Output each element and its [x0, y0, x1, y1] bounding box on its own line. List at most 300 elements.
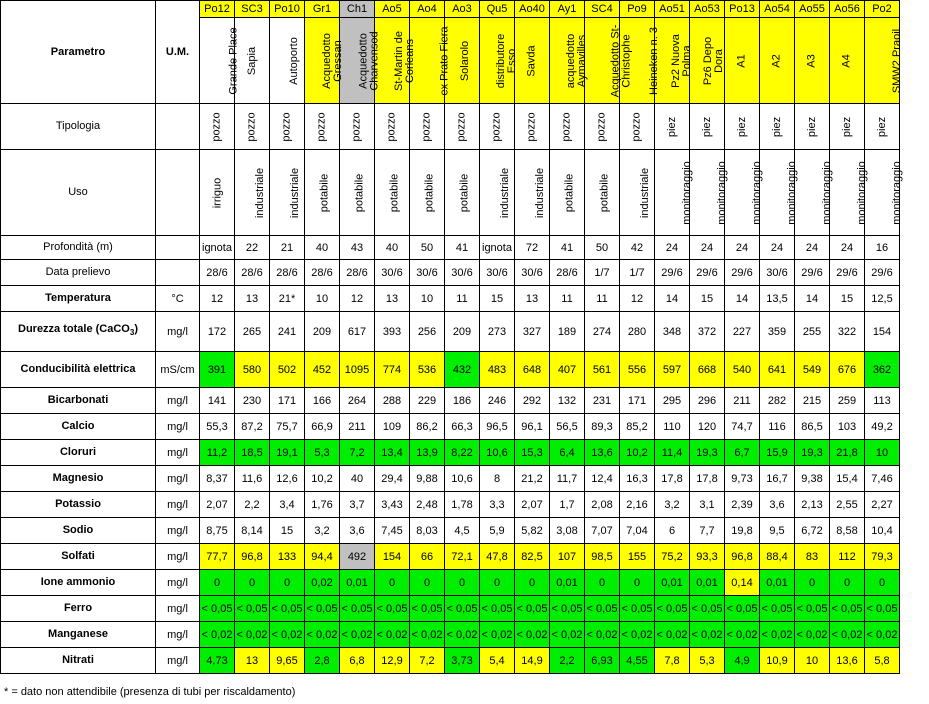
value: 292 — [522, 394, 542, 407]
value: monitoraggio — [890, 160, 903, 225]
value: 8,58 — [836, 524, 858, 537]
value-cell — [725, 104, 760, 150]
value: 246 — [487, 394, 507, 407]
value-cell — [795, 648, 830, 674]
value: 0 — [878, 576, 886, 589]
value: 556 — [627, 363, 647, 376]
parameter-label-cell — [1, 466, 156, 492]
value-cell — [235, 104, 270, 150]
value-cell — [725, 352, 760, 388]
value: 5,82 — [521, 524, 543, 537]
value: industriale — [289, 167, 302, 218]
value: 16,3 — [626, 472, 648, 485]
value: 7,04 — [626, 524, 648, 537]
value: 94,4 — [311, 550, 333, 563]
value-cell — [690, 596, 725, 622]
value: 5,9 — [489, 524, 505, 537]
unit: mg/l — [167, 472, 188, 485]
parameter-label: Data prelievo — [45, 266, 111, 278]
value: 0 — [633, 576, 641, 589]
parameter-label-cell — [1, 518, 156, 544]
value-cell — [725, 622, 760, 648]
value-cell — [830, 518, 865, 544]
value-cell — [795, 440, 830, 466]
value-cell — [270, 648, 305, 674]
value: 29/6 — [836, 266, 858, 279]
value-cell — [375, 414, 410, 440]
value: 29/6 — [661, 266, 683, 279]
value-cell — [550, 286, 585, 312]
value-cell — [830, 492, 865, 518]
value-cell — [305, 518, 340, 544]
value: 256 — [417, 325, 437, 338]
value: 15,9 — [766, 446, 788, 459]
station-code: Ao40 — [519, 3, 545, 15]
station-code-cell — [585, 1, 620, 18]
value-cell — [620, 440, 655, 466]
value-cell — [480, 414, 515, 440]
value-cell — [690, 260, 725, 286]
value: < 0,05 — [271, 602, 303, 615]
value-cell — [270, 622, 305, 648]
value-cell — [585, 518, 620, 544]
value-cell — [690, 236, 725, 260]
value-cell — [480, 622, 515, 648]
value-cell — [235, 622, 270, 648]
value: 10,9 — [766, 654, 788, 667]
value: 0 — [283, 576, 291, 589]
unit-cell — [156, 648, 200, 674]
value-cell — [690, 414, 725, 440]
value-cell — [655, 104, 690, 150]
value-cell — [410, 104, 445, 150]
value-cell — [375, 596, 410, 622]
value: < 0,05 — [516, 602, 548, 615]
value: 30/6 — [381, 266, 403, 279]
value: 432 — [452, 363, 472, 376]
value-cell — [865, 466, 900, 492]
value: 13,5 — [766, 292, 788, 305]
value: 15 — [840, 292, 854, 305]
value-cell — [270, 286, 305, 312]
value-cell — [760, 260, 795, 286]
value: 28/6 — [206, 266, 228, 279]
value-cell — [200, 236, 235, 260]
value-cell — [515, 440, 550, 466]
value-cell — [445, 352, 480, 388]
value-cell — [235, 236, 270, 260]
value-cell — [515, 492, 550, 518]
value-cell — [795, 150, 833, 236]
value-cell — [235, 312, 270, 352]
value: 12,5 — [871, 292, 893, 305]
station-name: Sapia — [245, 46, 258, 75]
value-cell — [515, 150, 550, 236]
unit-cell — [156, 150, 200, 236]
value-cell — [760, 352, 795, 388]
parameter-label: Calcio — [61, 420, 95, 432]
unit-cell — [156, 312, 200, 352]
value-cell — [375, 260, 410, 286]
value-cell — [445, 236, 480, 260]
value-cell — [585, 544, 620, 570]
value: potabile — [388, 173, 401, 212]
value-cell — [340, 648, 375, 674]
value: 172 — [207, 325, 227, 338]
value-cell — [690, 312, 725, 352]
value-cell — [655, 286, 690, 312]
value-cell — [375, 544, 410, 570]
value: < 0,02 — [831, 628, 863, 641]
station-code-cell — [620, 1, 655, 18]
value: 259 — [837, 394, 857, 407]
value-cell — [200, 544, 235, 570]
value: 295 — [662, 394, 682, 407]
value: 6,4 — [559, 446, 575, 459]
value-cell — [515, 466, 550, 492]
value-cell — [795, 544, 830, 570]
value: 327 — [522, 325, 542, 338]
station-code-cell — [480, 1, 515, 18]
value: 7,7 — [699, 524, 715, 537]
value: 580 — [242, 363, 262, 376]
value-cell — [200, 466, 235, 492]
value-cell — [585, 352, 620, 388]
value: 12 — [350, 292, 364, 305]
value-cell — [235, 648, 270, 674]
value-cell — [795, 104, 830, 150]
value-cell — [445, 492, 480, 518]
value-cell — [305, 388, 340, 414]
value: 676 — [837, 363, 857, 376]
value: 77,7 — [206, 550, 228, 563]
value-cell — [830, 236, 865, 260]
value: 171 — [627, 394, 647, 407]
value: 1,76 — [311, 498, 333, 511]
value: 41 — [455, 241, 469, 254]
value: 13,9 — [416, 446, 438, 459]
value: 11 — [596, 292, 608, 305]
value: 24 — [840, 241, 854, 254]
value-cell — [270, 312, 305, 352]
value-cell — [305, 260, 340, 286]
value-cell — [480, 150, 515, 236]
value: 14 — [665, 292, 679, 305]
value: < 0,05 — [411, 602, 443, 615]
value-cell — [830, 260, 865, 286]
parameter-label-cell — [1, 388, 156, 414]
value-cell — [585, 260, 620, 286]
unit-cell — [156, 236, 200, 260]
value-cell — [760, 518, 795, 544]
value-cell — [410, 544, 445, 570]
value-cell — [585, 150, 620, 236]
value: 9,65 — [276, 654, 298, 667]
station-name: Acquedotto Charvensod — [357, 30, 381, 91]
value: 29/6 — [871, 266, 893, 279]
value-cell — [585, 622, 620, 648]
value: piez — [806, 116, 818, 137]
value: 7,45 — [381, 524, 403, 537]
row-conducibilita — [1, 352, 900, 388]
value-cell — [655, 518, 690, 544]
value: pozzo — [455, 111, 468, 142]
value-cell — [760, 388, 795, 414]
unit-cell — [156, 492, 200, 518]
value-cell — [480, 518, 515, 544]
value-cell — [340, 312, 375, 352]
parameter-label-cell — [1, 492, 156, 518]
station-code: Ao51 — [659, 3, 685, 15]
value-cell — [760, 622, 795, 648]
value-cell — [550, 570, 585, 596]
value-cell — [480, 104, 515, 150]
station-name: acquedotto Aymavilles — [565, 33, 589, 88]
station-name: SMW2 Praoil — [891, 28, 904, 93]
station-name: Heineken n. 3 — [647, 26, 660, 95]
station-code: Ao3 — [452, 3, 472, 15]
value: 2,07 — [206, 498, 228, 511]
value: potabile — [318, 173, 331, 212]
value-cell — [445, 596, 480, 622]
value-cell — [305, 570, 340, 596]
value: piez — [876, 116, 888, 137]
value: industriale — [534, 167, 547, 218]
row-solfati — [1, 544, 900, 570]
value-cell — [830, 150, 868, 236]
parameter-label-cell — [1, 286, 156, 312]
station-code: Ao4 — [417, 3, 437, 15]
value-cell — [445, 260, 480, 286]
value-cell — [795, 414, 830, 440]
value-cell — [305, 312, 340, 352]
value: pozzo — [245, 111, 258, 142]
value-cell — [375, 104, 410, 150]
unit: mg/l — [167, 628, 188, 641]
value-cell — [795, 596, 830, 622]
value: < 0,05 — [551, 602, 583, 615]
station-name-cell — [830, 18, 865, 104]
label-subscript: 3 — [129, 328, 135, 338]
value: < 0,05 — [726, 602, 758, 615]
station-code: Po10 — [274, 3, 300, 15]
unit-cell — [156, 260, 200, 286]
value: < 0,02 — [691, 628, 723, 641]
station-name: Acquedotto Gressan — [320, 32, 344, 89]
value-cell — [410, 622, 445, 648]
value: < 0,02 — [201, 628, 233, 641]
unit-cell — [156, 544, 200, 570]
value-cell — [795, 570, 830, 596]
value-cell — [515, 312, 550, 352]
row-nitrati — [1, 648, 900, 674]
value-cell — [550, 466, 585, 492]
station-code-cell — [305, 1, 340, 18]
value: 0 — [213, 576, 221, 589]
value: 296 — [697, 394, 717, 407]
value-cell — [690, 104, 725, 150]
value: 229 — [417, 394, 437, 407]
value: 155 — [627, 550, 647, 563]
value-cell — [445, 622, 480, 648]
value-cell — [480, 492, 515, 518]
value-cell — [690, 440, 725, 466]
value: 89,3 — [591, 420, 613, 433]
value-cell — [200, 260, 235, 286]
value: 154 — [872, 325, 892, 338]
value: 4,73 — [206, 654, 228, 667]
value: < 0,05 — [446, 602, 478, 615]
value: pozzo — [560, 111, 573, 142]
parametro-header — [1, 1, 156, 104]
value: 3,6 — [769, 498, 785, 511]
value: 2,16 — [626, 498, 648, 511]
value-cell — [445, 312, 480, 352]
value: 5,8 — [874, 654, 890, 667]
value: 85,2 — [626, 420, 648, 433]
value: pozzo — [525, 111, 538, 142]
station-code-cell — [690, 1, 725, 18]
value-cell — [480, 596, 515, 622]
value: 107 — [557, 550, 577, 563]
value-cell — [375, 518, 410, 544]
value-cell — [515, 570, 550, 596]
value-cell — [270, 544, 305, 570]
value-cell — [235, 414, 270, 440]
value-cell — [620, 104, 655, 150]
value: 50 — [420, 241, 434, 254]
value: 166 — [312, 394, 332, 407]
value: 24 — [700, 241, 714, 254]
value-cell — [620, 312, 655, 352]
value-cell — [865, 492, 900, 518]
value-cell — [375, 570, 410, 596]
value-cell — [410, 150, 445, 236]
value: potabile — [458, 173, 471, 212]
station-code: Ao54 — [764, 3, 790, 15]
value: monitoraggio — [820, 160, 833, 225]
value: 8 — [493, 472, 501, 485]
unit-cell — [156, 440, 200, 466]
value: 154 — [382, 550, 402, 563]
value-cell — [305, 492, 340, 518]
row-potassio — [1, 492, 900, 518]
unit: mg/l — [167, 446, 188, 459]
value-cell — [270, 388, 305, 414]
value: 13,6 — [836, 654, 858, 667]
value: 133 — [277, 550, 297, 563]
parameter-label-cell — [1, 596, 156, 622]
station-name-cell — [725, 18, 760, 104]
value-cell — [515, 544, 550, 570]
value: 50 — [595, 241, 609, 254]
value-cell — [585, 236, 620, 260]
unit-cell — [156, 352, 200, 388]
value-cell — [865, 352, 900, 388]
value: < 0,05 — [306, 602, 338, 615]
value: 110 — [663, 420, 681, 433]
value-cell — [515, 622, 550, 648]
value: 7,07 — [591, 524, 613, 537]
station-name: Grande Place — [227, 26, 240, 95]
value-cell — [865, 596, 900, 622]
value-cell — [410, 286, 445, 312]
parameter-label-cell — [1, 622, 156, 648]
value: < 0,02 — [446, 628, 478, 641]
station-code-cell — [865, 1, 900, 18]
value-cell — [725, 544, 760, 570]
value: 372 — [697, 325, 717, 338]
value-cell — [305, 440, 340, 466]
station-name-cell — [795, 18, 830, 104]
parameter-label-cell — [1, 648, 156, 674]
value: pozzo — [280, 111, 293, 142]
value-cell — [725, 236, 760, 260]
value: < 0,02 — [516, 628, 548, 641]
row-temperatura — [1, 286, 900, 312]
value: 4,55 — [626, 654, 648, 667]
unit: mg/l — [167, 550, 188, 563]
value-cell — [725, 312, 760, 352]
value: industriale — [499, 167, 512, 218]
unit-cell — [156, 596, 200, 622]
value-cell — [480, 388, 515, 414]
value-cell — [655, 648, 690, 674]
value: 11,6 — [241, 472, 263, 485]
value: 11,7 — [556, 472, 578, 485]
value: industriale — [639, 167, 652, 218]
value-cell — [515, 596, 550, 622]
value-cell — [655, 414, 690, 440]
value: 265 — [242, 325, 262, 338]
parameter-label-cell — [1, 352, 156, 388]
station-name-cell — [865, 18, 904, 104]
value-cell — [480, 648, 515, 674]
value-cell — [305, 414, 340, 440]
value-cell — [550, 544, 585, 570]
value: < 0,02 — [236, 628, 268, 641]
value-cell — [760, 596, 795, 622]
value: 10,2 — [311, 472, 333, 485]
value-cell — [305, 352, 340, 388]
value-cell — [200, 622, 235, 648]
value: 1/7 — [594, 266, 610, 279]
parameter-label-cell — [1, 414, 156, 440]
value-cell — [410, 492, 445, 518]
value: 0,02 — [311, 576, 333, 589]
value-cell — [375, 648, 410, 674]
value: 13,6 — [591, 446, 613, 459]
value-cell — [200, 518, 235, 544]
value: 28/6 — [556, 266, 578, 279]
value-cell — [480, 312, 515, 352]
value-cell — [690, 388, 725, 414]
value: < 0,05 — [866, 602, 898, 615]
value-cell — [410, 414, 445, 440]
value: 561 — [592, 363, 612, 376]
value: 227 — [732, 325, 752, 338]
value: < 0,02 — [341, 628, 373, 641]
value: 189 — [557, 325, 577, 338]
value: 13 — [245, 292, 259, 305]
value: 3,2 — [664, 498, 680, 511]
value: 15 — [280, 524, 294, 537]
value: 0 — [808, 576, 816, 589]
value: 24 — [735, 241, 749, 254]
parameter-label-cell — [1, 440, 156, 466]
value: 11 — [456, 292, 468, 305]
value: 407 — [557, 363, 577, 376]
